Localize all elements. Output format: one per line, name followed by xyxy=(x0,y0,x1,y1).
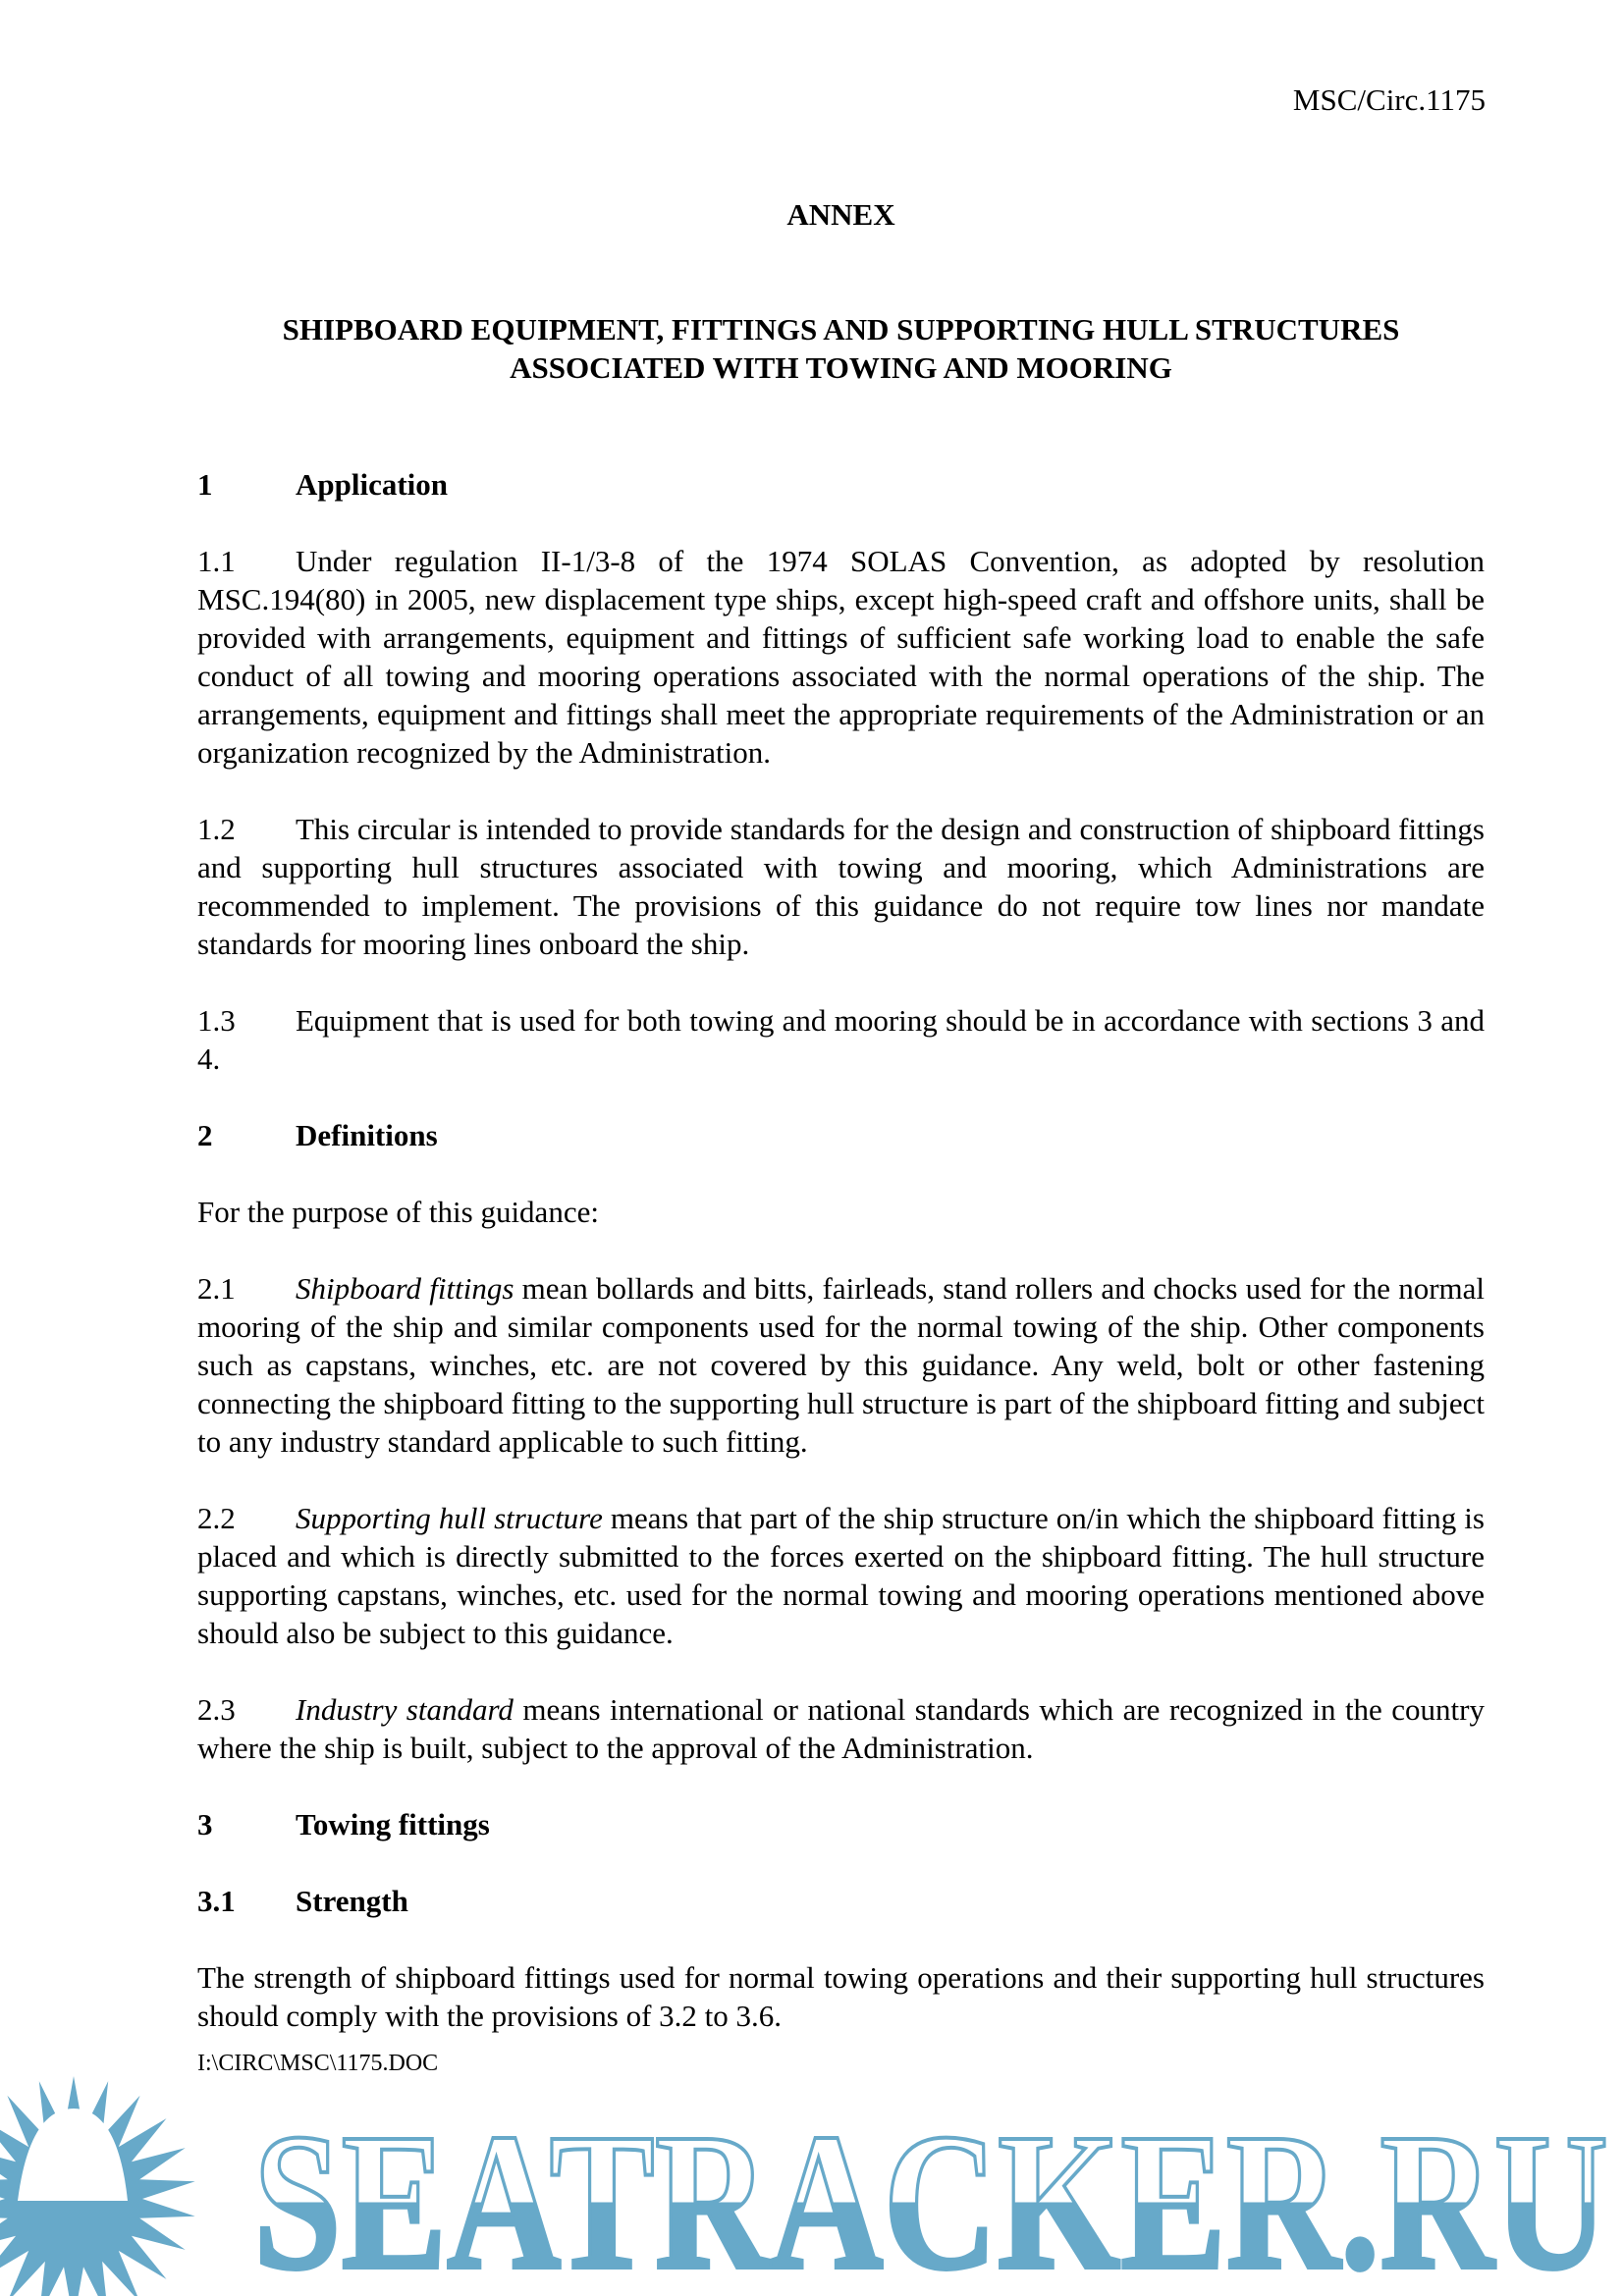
defined-term: Shipboard fittings xyxy=(296,1271,514,1306)
seatracker-watermark xyxy=(0,2071,1623,2296)
paragraph-text: means that part of the ship structure on/in which the shipboard fitting is placed and which is directly submitted to the forces exerted on the shipboard fitting. The hull structure supporting capstans, winches, etc. used for the normal towing and mooring operations mentioned above should also be subject to this guidance. xyxy=(197,1501,1485,1650)
section-title: Definitions xyxy=(296,1118,438,1152)
section-heading-1 xyxy=(197,465,1485,504)
subsection-heading-3-1 xyxy=(197,1882,1485,1920)
paragraph-1-1 xyxy=(197,542,1485,772)
paragraph-number: 2.1 xyxy=(197,1271,236,1306)
paragraph-number: 1.2 xyxy=(197,812,236,846)
defined-term: Supporting hull structure xyxy=(296,1501,603,1535)
paragraph-3-1: The strength of shipboard fittings used for normal towing operations and their supporting hull structures should comply with the provisions of 3.2 to 3.6. xyxy=(197,1960,1485,2033)
paragraph-text: Under regulation II-1/3-8 of the 1974 SOLAS Convention, as adopted by resolution MSC.194(80) in 2005, new displacement type ships, except high-speed craft and offshore units, shall be provided with arrangements, equipment and fittings of sufficient safe working load to enable the safe conduct of all towing and mooring operations associated with the normal operations of the ship. The arrangements, equipment and fittings shall meet the appropriate requirements of the Administration or an organization recognized by the Administration. xyxy=(197,544,1485,770)
paragraph-2-2 xyxy=(197,1499,1485,1652)
paragraph-number: 1.3 xyxy=(197,1003,236,1038)
sun-logo-icon xyxy=(0,2076,195,2296)
section-number: 3.1 xyxy=(197,1884,236,1918)
paragraph-2-1 xyxy=(197,1269,1485,1461)
section-number: 2 xyxy=(197,1118,213,1152)
document-title-line-2: ASSOCIATED WITH TOWING AND MOORING xyxy=(510,350,1172,385)
document-reference: MSC/Circ.1175 xyxy=(1292,82,1486,117)
section-heading-3 xyxy=(197,1805,1485,1843)
paragraph-number: 2.3 xyxy=(197,1692,236,1727)
document-body xyxy=(197,465,1485,2035)
definitions-intro: For the purpose of this guidance: xyxy=(197,1195,599,1229)
paragraph-text: Equipment that is used for both towing and mooring should be in accordance with sections 3 and 4. xyxy=(197,1003,1485,1076)
annex-label: ANNEX xyxy=(786,197,895,232)
section-number: 3 xyxy=(197,1807,213,1842)
paragraph-number: 2.2 xyxy=(197,1501,236,1535)
paragraph-1-3 xyxy=(197,1001,1485,1078)
section-title: Towing fittings xyxy=(296,1807,490,1842)
paragraph-number: 1.1 xyxy=(197,544,236,578)
paragraph-text: means international or national standards which are recognized in the country where the ship is built, subject to the approval of the Administration. xyxy=(197,1692,1485,1765)
paragraph-text: mean bollards and bitts, fairleads, stand rollers and chocks used for the normal mooring of the ship and similar components used for the normal towing of the ship. Other components such as capstans, winches, etc. are not covered by this guidance. Any weld, bolt or other fastening connecting the shipboard fitting to the supporting hull structure is part of the shipboard fitting and subject to any industry standard applicable to such fitting. xyxy=(197,1271,1485,1459)
section-title: Application xyxy=(296,467,449,502)
section-heading-2 xyxy=(197,1116,1485,1154)
section-number: 1 xyxy=(197,467,213,502)
watermark-text: SEATRACKER.RU xyxy=(253,2094,1608,2296)
footer-file-path: I:\CIRC\MSC\1175.DOC xyxy=(197,2051,439,2076)
document-title-line-1: SHIPBOARD EQUIPMENT, FITTINGS AND SUPPORTING HULL STRUCTURES xyxy=(282,312,1400,347)
paragraph-text: This circular is intended to provide standards for the design and construction of shipboard fittings and supporting hull structures associated with towing and mooring, which Administrations are recommended to implement. The provisions of this guidance do not require tow lines nor mandate standards for mooring lines onboard the ship. xyxy=(197,812,1485,961)
paragraph-1-2 xyxy=(197,810,1485,963)
paragraph-2-3 xyxy=(197,1690,1485,1767)
defined-term: Industry standard xyxy=(296,1692,514,1727)
section-title: Strength xyxy=(296,1884,408,1918)
